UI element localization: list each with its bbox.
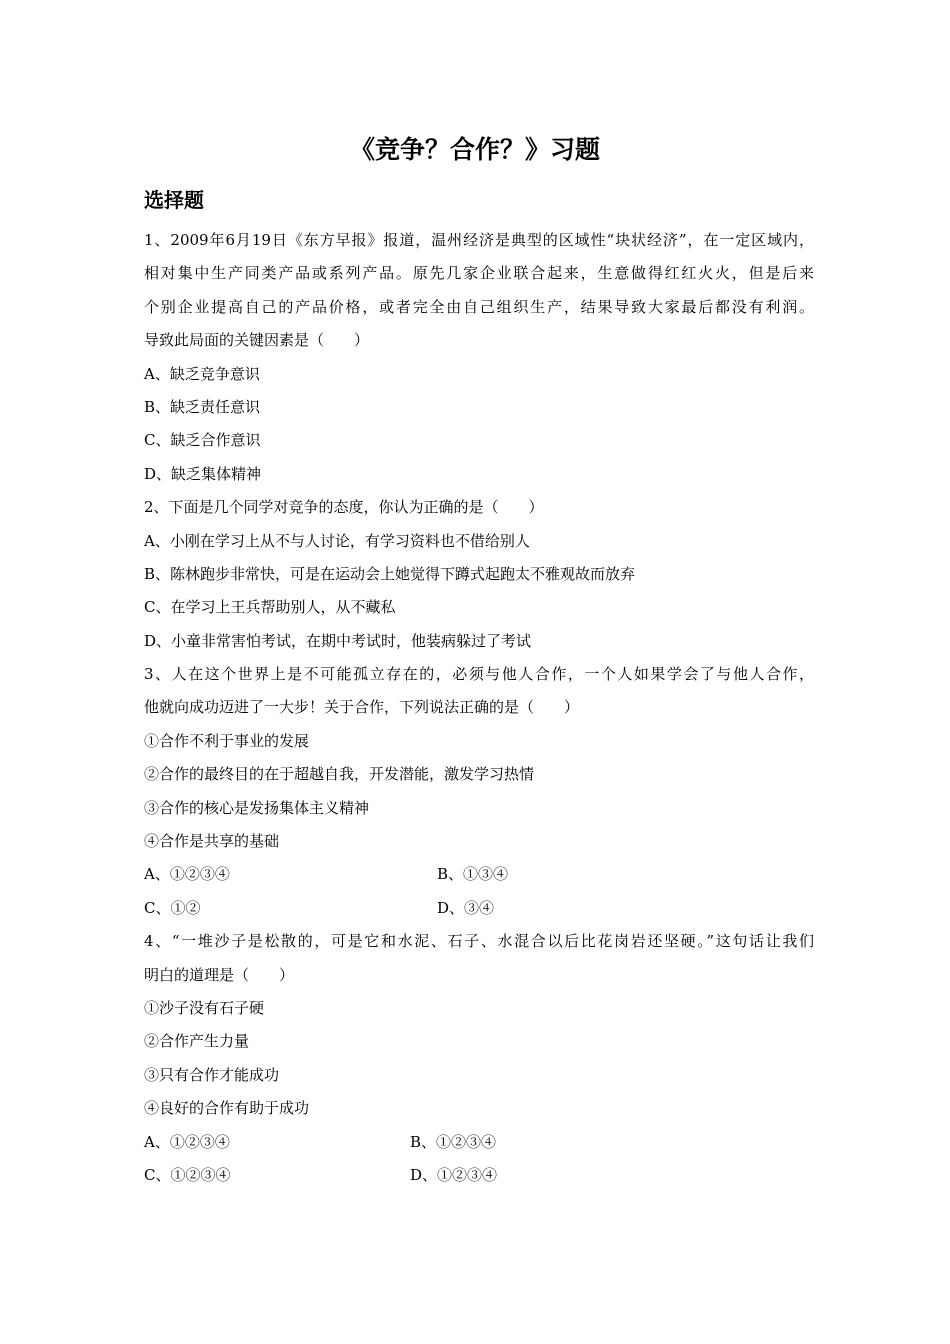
option-d: D、缺乏集体精神 <box>144 464 262 483</box>
question-stem-line: 相对集中生产同类产品或系列产品。原先几家企业联合起来，生意做得红红火火，但是后来 <box>144 264 814 283</box>
statement-2: ②合作产生力量 <box>144 1032 250 1051</box>
statement-1: ①沙子没有石子硬 <box>144 998 265 1017</box>
question-stem-line: 明白的道理是（ ） <box>144 965 295 984</box>
question-4 <box>144 925 814 1192</box>
option-a: A、①②③④ <box>144 865 230 884</box>
option-b: B、缺乏责任意识 <box>144 397 261 416</box>
option-row <box>144 892 814 925</box>
statement-4: ④良好的合作有助于成功 <box>144 1099 310 1118</box>
option-c: C、在学习上王兵帮助别人，从不藏私 <box>144 598 396 617</box>
option-a: A、小刚在学习上从不与人讨论，有学习资料也不借给别人 <box>144 531 530 550</box>
option-c: C、缺乏合作意识 <box>144 431 261 450</box>
question-stem-line: 4、“一堆沙子是松散的，可是它和水泥、石子、水混合以后比花岗岩还坚硬。”这句话让我们 <box>144 932 814 951</box>
option-d: D、①②③④ <box>410 1165 498 1184</box>
statement-4: ④合作是共享的基础 <box>144 832 280 851</box>
statement-3: ③合作的核心是发扬集体主义精神 <box>144 798 370 817</box>
option-row <box>144 858 814 891</box>
question-stem-line: 3、人在这个世界上是不可能孤立存在的，必须与他人合作，一个人如果学会了与他人合作， <box>144 665 814 684</box>
option-d: D、小童非常害怕考试，在期中考试时，他装病躲过了考试 <box>144 631 532 650</box>
question-2 <box>144 491 814 658</box>
option-c: C、①② <box>144 898 201 917</box>
option-a: A、①②③④ <box>144 1132 230 1151</box>
question-stem-line: 导致此局面的关键因素是（ ） <box>144 331 370 350</box>
option-row <box>144 1159 814 1192</box>
question-stem-line: 他就向成功迈进了一大步！关于合作，下列说法正确的是（ ） <box>144 698 580 717</box>
section-heading: 选择题 <box>144 188 204 212</box>
statement-3: ③只有合作才能成功 <box>144 1065 280 1084</box>
option-a: A、缺乏竞争意识 <box>144 364 260 383</box>
question-3 <box>144 658 814 925</box>
question-1 <box>144 224 814 491</box>
option-b: B、①③④ <box>437 865 509 884</box>
option-c: C、①②③④ <box>144 1165 231 1184</box>
question-stem-line: 2、下面是几个同学对竞争的态度，你认为正确的是（ ） <box>144 498 544 517</box>
statement-2: ②合作的最终目的在于超越自我，开发潜能，激发学习热情 <box>144 765 535 784</box>
option-row <box>144 1126 814 1159</box>
option-b: B、陈林跑步非常快，可是在运动会上她觉得下蹲式起跑太不雅观故而放弃 <box>144 564 636 583</box>
option-d: D、③④ <box>437 898 495 917</box>
question-stem-line: 1、2009年6月19日《东方早报》报道，温州经济是典型的区域性“块状经济”，在一定区域内， <box>144 231 814 249</box>
page-title: 《竞争？合作？》习题 <box>349 135 600 164</box>
option-b: B、①②③④ <box>410 1132 497 1151</box>
question-list <box>144 224 814 1192</box>
question-stem-line: 个别企业提高自己的产品价格，或者完全由自己组织生产，结果导致大家最后都没有利润。 <box>144 297 814 316</box>
statement-1: ①合作不利于事业的发展 <box>144 731 310 750</box>
